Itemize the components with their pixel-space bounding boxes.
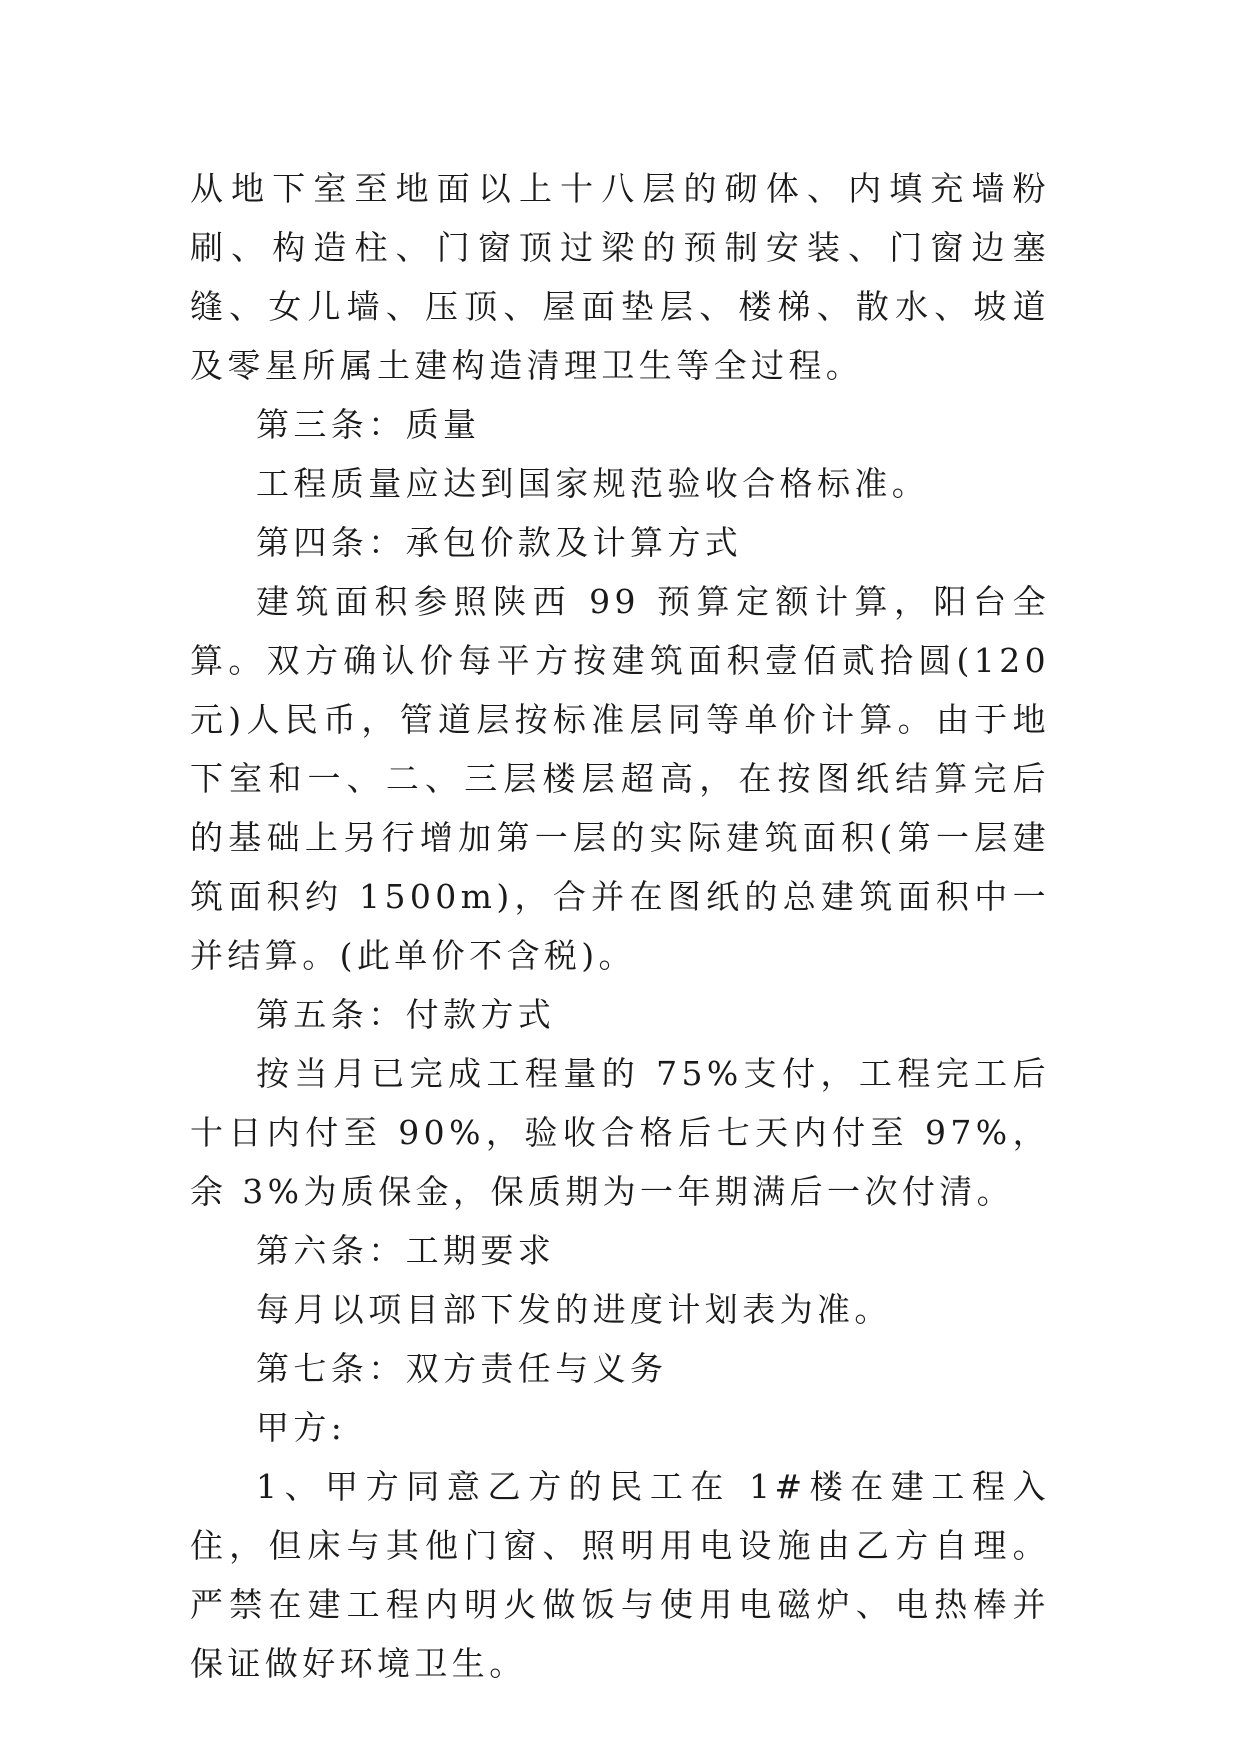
paragraph-scope-continuation: 从地下室至地面以上十八层的砌体、内填充墙粉刷、构造柱、门窗顶过梁的预制安装、门窗边塞缝、女儿墙、压顶、屋面垫层、楼梯、散水、坡道及零星所属土建构造清理卫生等全过程。: [190, 169, 1050, 385]
paragraph-pricing: 建筑面积参照陕西 99 预算定额计算，阳台全算。双方确认价每平方按建筑面积壹佰贰拾圆(120 元)人民币，管道层按标准层同等单价计算。由于地下室和一、二、三层楼层超高，在按图纸结算完后的基础上另行增加第一层的实际建筑面积(第一层建筑面积约 1500m)，合并在图纸的总建筑面积中一并结算。(此单价不含税)。: [190, 582, 1050, 975]
paragraph-schedule: 每月以项目部下发的进度计划表为准。: [256, 1290, 892, 1329]
document-body: [190, 159, 1050, 1693]
heading-article-3: 第三条：质量: [256, 405, 481, 444]
heading-article-5: 第五条：付款方式: [256, 995, 556, 1034]
paragraph-payment: 按当月已完成工程量的 75%支付，工程完工后十日内付至 90%，验收合格后七天内付至 97%，余 3%为质保金，保质期为一年期满后一次付清。: [190, 1054, 1050, 1211]
heading-article-7: 第七条：双方责任与义务: [256, 1349, 668, 1388]
paragraph-party-a-item-1: 1、甲方同意乙方的民工在 1#楼在建工程入住，但床与其他门窗、照明用电设施由乙方自理。严禁在建工程内明火做饭与使用电磁炉、电热棒并保证做好环境卫生。: [190, 1467, 1050, 1683]
party-a-label: 甲方:: [256, 1408, 347, 1447]
paragraph-quality: 工程质量应达到国家规范验收合格标准。: [256, 464, 930, 503]
heading-article-4: 第四条：承包价款及计算方式: [256, 523, 743, 562]
heading-article-6: 第六条：工期要求: [256, 1231, 556, 1270]
